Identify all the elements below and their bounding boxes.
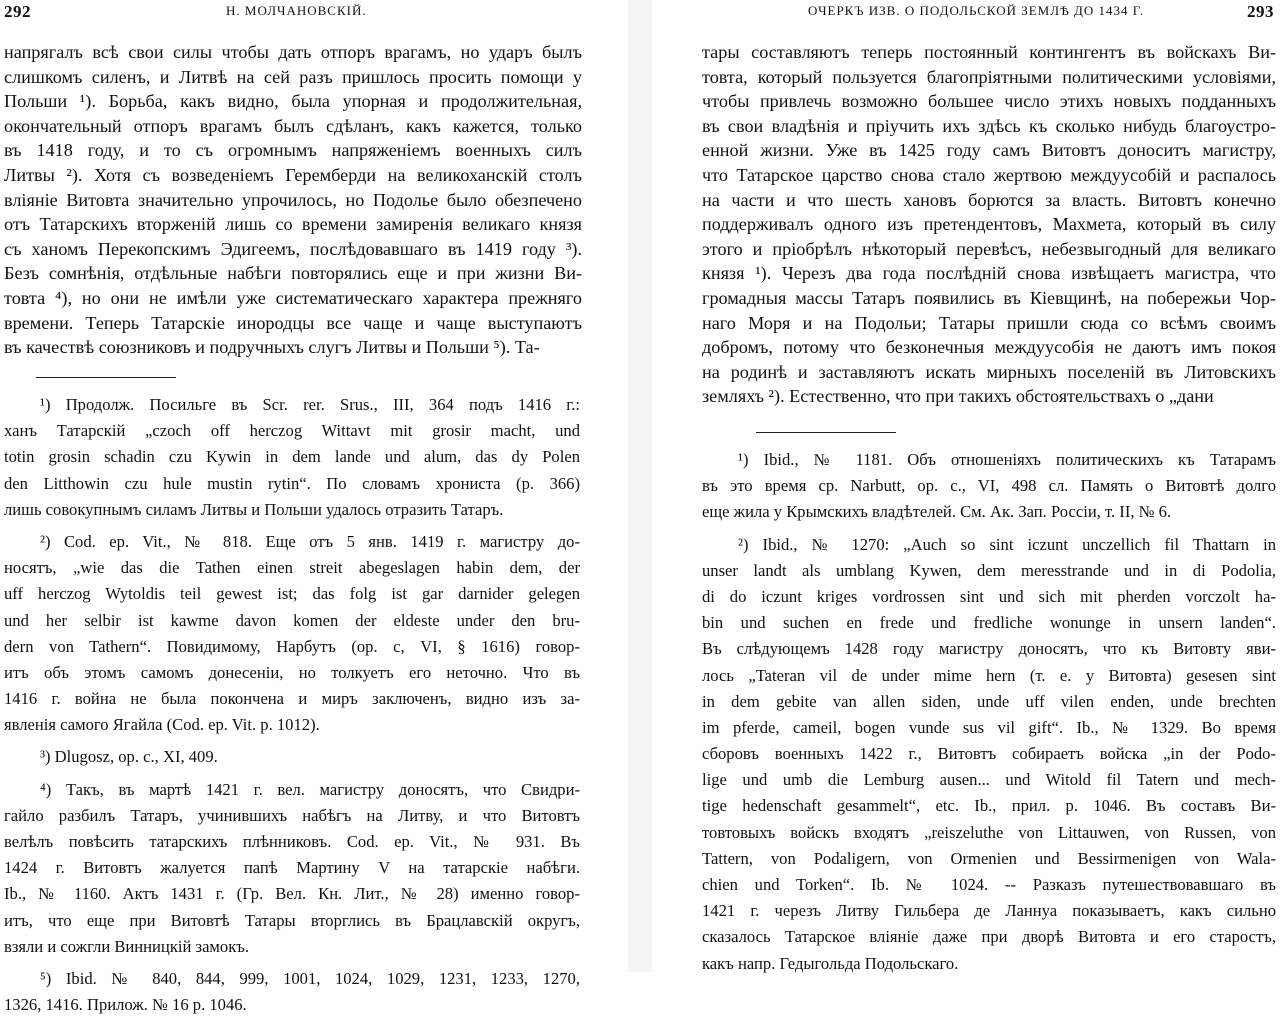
text-line: князя ¹). Черезъ два года послѣдній снова извѣщаетъ магистра, что (702, 263, 1276, 284)
text-line: енной жизни. Уже въ 1425 году самъ Витовтъ доноситъ магистру, (702, 140, 1276, 161)
footnote-separator (36, 377, 176, 378)
footnote (702, 447, 1276, 526)
footnote-line: явленія самого Ягайла (Cod. ep. Vit. р. 1012). (4, 715, 320, 735)
footnote-line: лишь совокупнымъ силамъ Литвы и Польши удалось отразить Татаръ. (4, 499, 504, 519)
text-line: земляхъ ²). Естественно, что при такихъ обстоятельствахъ о „дани (702, 386, 1214, 407)
text-line: слишкомъ силенъ, и Литвѣ на сей разъ пришлось просить помощи у (4, 66, 582, 87)
footnote-line: ¹) Ibid., № 1181. Объ отношеніяхъ политическихъ къ Татарамъ (738, 450, 1276, 469)
left-page (0, 0, 628, 1015)
footnote-line: ханъ Татарскій „czoch off herczog Wittavt mit grosir macht, und (4, 421, 580, 441)
footnote-line: den Litthowin czu hule mustin rytin“. По словамъ хрониста (р. 366) (4, 473, 580, 493)
footnote-line: итъ, что еще при Витовтѣ Татары вторглись въ Брацлавскій округъ, (4, 910, 580, 930)
footnote-line: итъ объ этомъ самомъ донесеніи, но толкуетъ его неточно. Что въ (4, 662, 580, 682)
footnote-line: ²) Cod. ep. Vit., № 818. Еще отъ 5 янв. 1419 г. магистру до- (40, 531, 580, 551)
footnote-line: Tattern, von Podaligern, von Ormenien und Bessirmenigen von Wala- (702, 848, 1276, 868)
footnote-line: сборовъ военныхъ 1422 г., Витовтъ собираетъ войска „in der Podo- (702, 744, 1276, 764)
footnote-line: in dem gebite van allen siden, unde uff vilen enden, unde brechten (702, 691, 1276, 711)
footnote-line: товтовыхъ войскъ входятъ „reiszeluthe von Littauwen, von Russen, von (702, 822, 1276, 842)
text-line: наго Моря и на Подольи; Татары пришли сюда со всѣмъ своимъ (702, 312, 1276, 333)
text-line: времени. Теперь Татарскіе инородцы все чаще и чаще выступаютъ (4, 312, 582, 333)
footnote (4, 744, 580, 770)
text-line: напрягалъ всѣ свои силы чтобы дать отпоръ врагамъ, но ударъ былъ (4, 42, 582, 62)
footnote-line: uff herczog Wytoldis teil gewest ist; das folg ist gar darnider gelegen (4, 584, 580, 604)
footnote-line: chien und Torken“. Ib. № 1024. -- Разказъ путешествовавшаго въ (702, 875, 1276, 894)
right-running-head: ОЧЕРКЪ ИЗВ. О ПОДОЛЬСКОЙ ЗЕМЛѢ ДО 1434 Г. (808, 3, 1145, 18)
footnote-line: totin grosin schadin czu Kywin in dem lande und alum, das dy Polen (4, 447, 580, 467)
footnote-line: 1416 г. война не была покончена и миръ заключенъ, видно изъ за- (4, 689, 580, 709)
footnote-line: лось „Tateran vil de under mime hern (т. е. у Витовта) gesesen sint (702, 665, 1276, 685)
text-line: этого и пріобрѣлъ нѣкоторый перевѣсъ, небезвыгодный для великаго (702, 238, 1276, 259)
text-line: въ 1418 году, и то съ огромнымъ напряженіемъ военныхъ силъ (4, 140, 582, 161)
text-line: вліяніе Витовта значительно упрочилось, но Подолье было обезпечено (4, 189, 582, 210)
text-line: отъ Татарскихъ вторженій лишь со времени замиренія великаго князя (4, 214, 582, 235)
left-page-header (0, 2, 628, 24)
text-line: на части и что шесть хановъ борются за власть. Витовтъ конечно (702, 189, 1276, 210)
footnote (4, 392, 580, 523)
text-line: въ качествѣ союзниковъ и подручныхъ слугъ Литвы и Польши ⁵). Та- (4, 337, 540, 358)
text-line: окончательный отпоръ врагамъ былъ сдѣланъ, какъ кажется, только (4, 115, 582, 136)
footnote (4, 529, 580, 739)
right-page-number: 293 (1247, 2, 1274, 21)
text-line: съ ханомъ Перекопскимъ Эдигеемъ, послѣдовавшаго въ 1419 году ³). (4, 238, 582, 259)
page-gutter (628, 0, 652, 972)
footnote (4, 966, 580, 1018)
footnote-line: ⁵) Ibid. № 840, 844, 999, 1001, 1024, 1029, 1231, 1233, 1270, (40, 968, 580, 988)
footnote-line: und her selbir ist kawme davon komen der eldeste under den bru- (4, 610, 580, 630)
footnote-line: Въ слѣдующемъ 1428 году магистру доносятъ, что къ Витовту яви- (702, 639, 1276, 659)
footnote-line: 1424 г. Витовтъ жалуется папѣ Мартину V на татарскіе набѣги. (4, 858, 580, 878)
text-line: Литвы ²). Хотя съ возведеніемъ Геремберди на великоханскій столъ (4, 164, 582, 185)
footnote-line: dern von Tathern“. Повидимому, Нарбутъ (ор. с, VI, § 1616) говор- (4, 636, 580, 656)
text-line: добромъ, потому что безконечныя междуусобія не даютъ имъ покоя (702, 337, 1276, 358)
footnote-line: ³) Dlugosz, op. c., XI, 409. (40, 747, 218, 767)
footnote-line: ¹) Продолж. Посильге въ Scr. rer. Srus., III, 364 подъ 1416 г.: (40, 395, 580, 414)
left-running-head: Н. МОЛЧАНОВСКІЙ. (226, 3, 367, 18)
right-body-text (702, 40, 1276, 409)
footnote-line: lige und umb die Lemburg ausen... und Witold fil Tatern und mech- (702, 770, 1276, 790)
footnote-line: въ это время ср. Narbutt, op. c., VI, 498 сл. Память о Витовтѣ долго (702, 476, 1276, 496)
left-body-text (4, 40, 582, 360)
text-line: на родинѣ и заставляютъ искать мирныхъ поселеній въ Литовскихъ (702, 361, 1276, 382)
footnote-line: tige hedenschaft gesammelt“, etc. Ib., прил. р. 1046. Въ составъ Ви- (702, 796, 1276, 816)
text-line: громадныя массы Татаръ появились въ Кіевщинѣ, на побережьи Чор- (702, 287, 1276, 308)
footnote-line: взяли и сожгли Винницкій замокъ. (4, 936, 250, 956)
right-page-header (652, 2, 1280, 24)
left-footnotes (4, 392, 580, 1024)
footnote-line: ⁴) Такъ, въ мартѣ 1421 г. вел. магистру доносятъ, что Свидри- (40, 779, 580, 799)
footnote-separator (756, 432, 896, 433)
text-line: Польши ¹). Борьба, какъ видно, была упорная и продолжительная, (4, 91, 582, 112)
footnote-line: 1421 г. черезъ Литву Гильбера де Ланнуа показываетъ, какъ сильно (702, 901, 1276, 921)
text-line: что Татарское царство снова стало жертвою междуусобій и распалось (702, 164, 1276, 185)
text-line: товта, который пользуется благопріятными политическими условіями, (702, 66, 1276, 87)
footnote-line: bin und suchen en frede und fredliche wonunge in unsern landen“. (702, 613, 1276, 633)
text-line: чтобы привлечь возможно большее число этихъ новыхъ подданныхъ (702, 91, 1276, 112)
footnote-line: 1326, 1416. Прилож. № 16 р. 1046. (4, 995, 247, 1015)
footnote-line: гайло разбилъ Татаръ, учинившихъ набѣгъ на Литву, и что Витовтъ (4, 805, 580, 825)
footnote-line: велѣлъ повѣсить татарскихъ плѣнниковъ. Cod. ep. Vit., № 931. Въ (4, 832, 580, 851)
footnote (702, 532, 1276, 977)
text-line: Безъ сомнѣнія, отдѣльные набѣги повторялись еще и при жизни Ви- (4, 263, 582, 284)
right-page (652, 0, 1280, 972)
text-line: въ свои владѣнія и пріучить ихъ здѣсь къ сколько нибудь благоустро- (702, 115, 1276, 136)
footnote-line: ²) Ibid., № 1270: „Auch so sint iczunt unczellich fil Thattarn in (738, 534, 1276, 554)
text-line: поддерживалъ одного изъ претендентовъ, Махмета, который въ силу (702, 214, 1276, 235)
footnote-line: unser landt als umblang Kywen, dem meresstrande und in di Podolia, (702, 560, 1276, 580)
left-page-number: 292 (4, 2, 31, 21)
footnote-line: какъ напр. Гедыгольда Подольскаго. (702, 953, 959, 973)
text-line: товта ⁴), но они не имѣли уже систематическаго характера прежняго (4, 287, 582, 308)
footnote-line: еще жила у Крымскихъ владѣтелей. См. Ак. Зап. Россіи, т. II, № 6. (702, 502, 1172, 522)
right-footnotes (702, 447, 1276, 983)
text-line: тары составляютъ теперь постоянный контингентъ въ войскахъ Ви- (702, 42, 1276, 62)
footnote-line: di do iczunt kriges vordrossen sint und sich mit pherden vorczolt ha- (702, 586, 1276, 606)
footnote-line: im pferde, cameil, bogen vunde sus vil gift“. Ib., № 1329. Во время (702, 717, 1276, 737)
footnote-line: Ib., № 1160. Актъ 1431 г. (Гр. Вел. Кн. Лит., № 28) именно говор- (4, 884, 580, 904)
footnote-line: сказалось Татарское вліяніе даже при дворѣ Витовта и его старостъ, (702, 927, 1276, 947)
footnote (4, 777, 580, 960)
footnote-line: носятъ, „wie das die Tathen einen streit abegeslagen habin dem, der (4, 558, 580, 578)
